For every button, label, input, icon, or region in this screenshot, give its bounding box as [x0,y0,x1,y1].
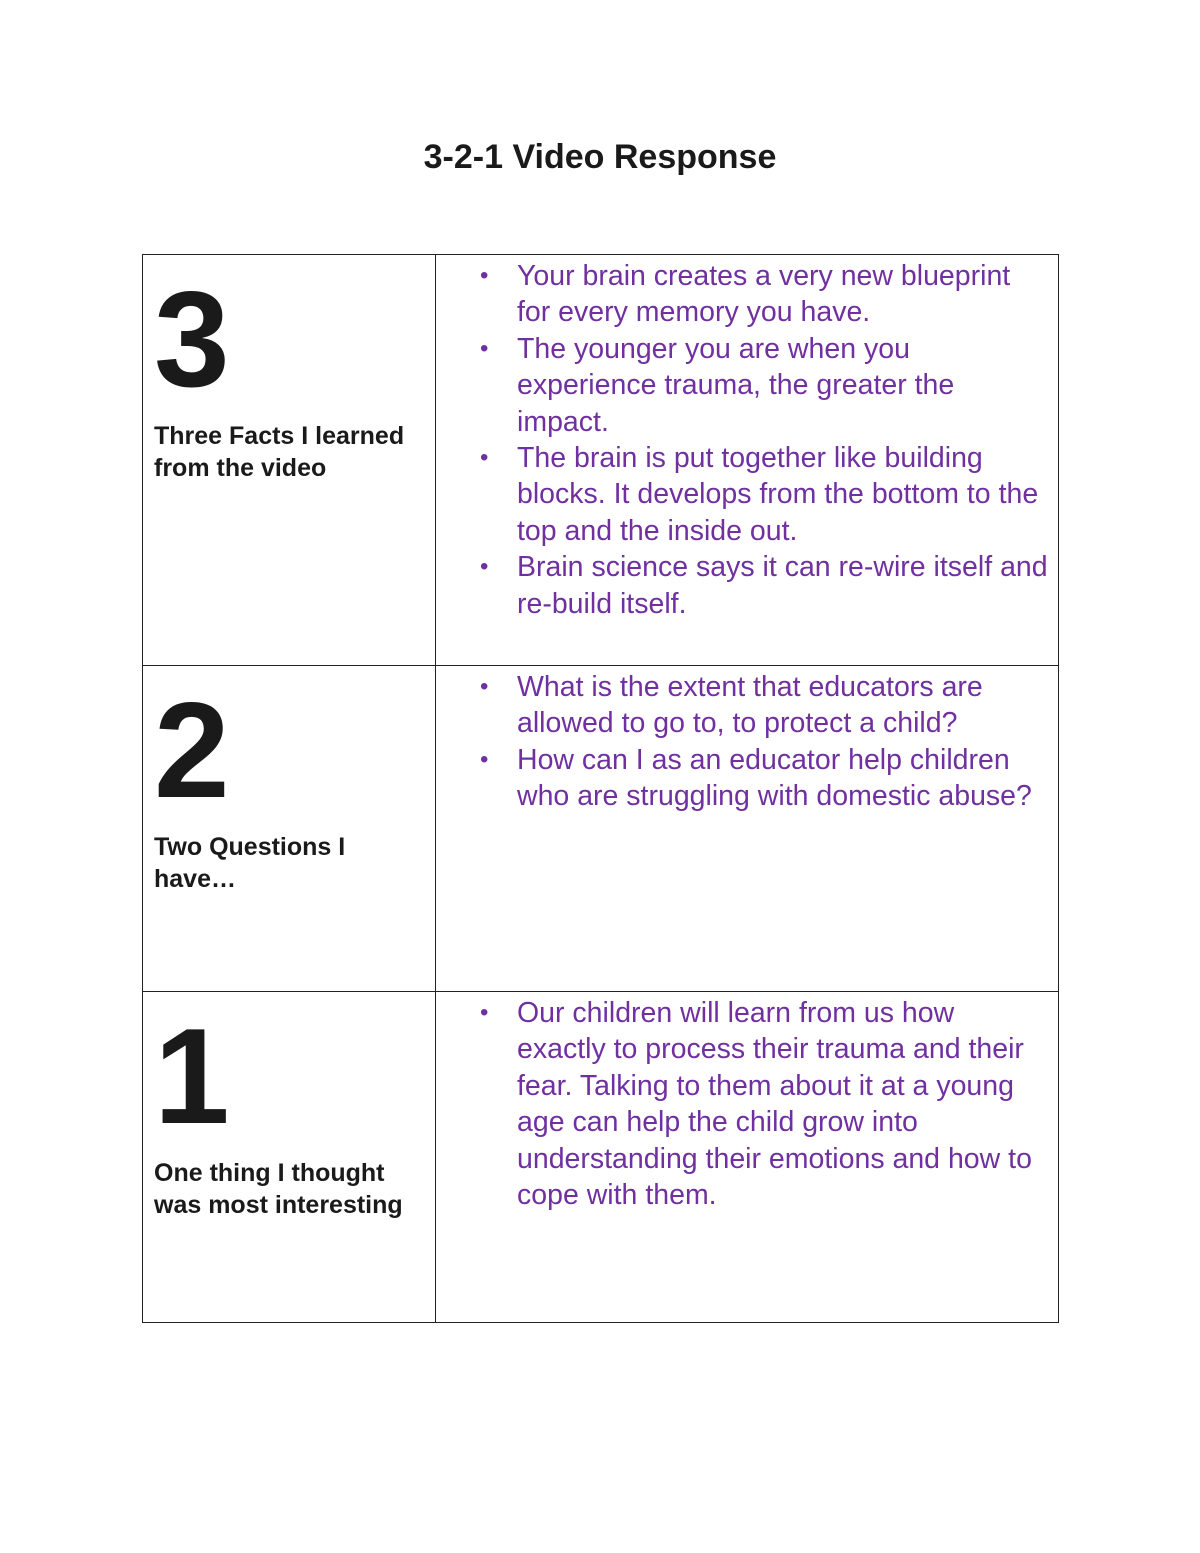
label-cell-two [143,666,436,992]
questions-list [436,669,1048,815]
label-cell-one [143,992,436,1323]
label-cell-three [143,255,436,666]
list-item: • What is the extent that educators are allowed to go to, to protect a child? [517,669,1048,742]
big-number-three: 3 [154,263,228,415]
table-row-three-facts [143,255,1059,666]
table-row-one-thing [143,992,1059,1323]
list-item: • The younger you are when you experience trauma, the greater the impact. [517,331,1048,440]
page-title: 3-2-1 Video Response [423,138,777,176]
list-item: • How can I as an educator help children who are struggling with domestic abuse? [517,742,1048,815]
interesting-list [436,995,1048,1213]
label-one-thing: One thing I thought was most interesting [154,1159,403,1219]
content-cell-one [436,992,1059,1323]
list-item: • Your brain creates a very new blueprint for every memory you have. [517,258,1048,331]
list-item: • The brain is put together like building blocks. It develops from the bottom to the top and the inside out. [517,440,1048,549]
label-three-facts: Three Facts I learned from the video [154,422,405,482]
list-item: • Our children will learn from us how exactly to process their trauma and their fear. Talking to them about it at a young age can help the child grow into understanding their emotions and how to cope with them. [517,995,1048,1213]
list-item: • Brain science says it can re-wire itself and re-build itself. [517,549,1048,622]
table-row-two-questions [143,666,1059,992]
facts-list [436,258,1048,622]
big-number-one: 1 [154,1000,228,1152]
content-cell-three [436,255,1059,666]
content-cell-two [436,666,1059,992]
label-two-questions: Two Questions I have… [154,833,346,893]
response-table [142,254,1059,1323]
big-number-two: 2 [154,674,228,826]
